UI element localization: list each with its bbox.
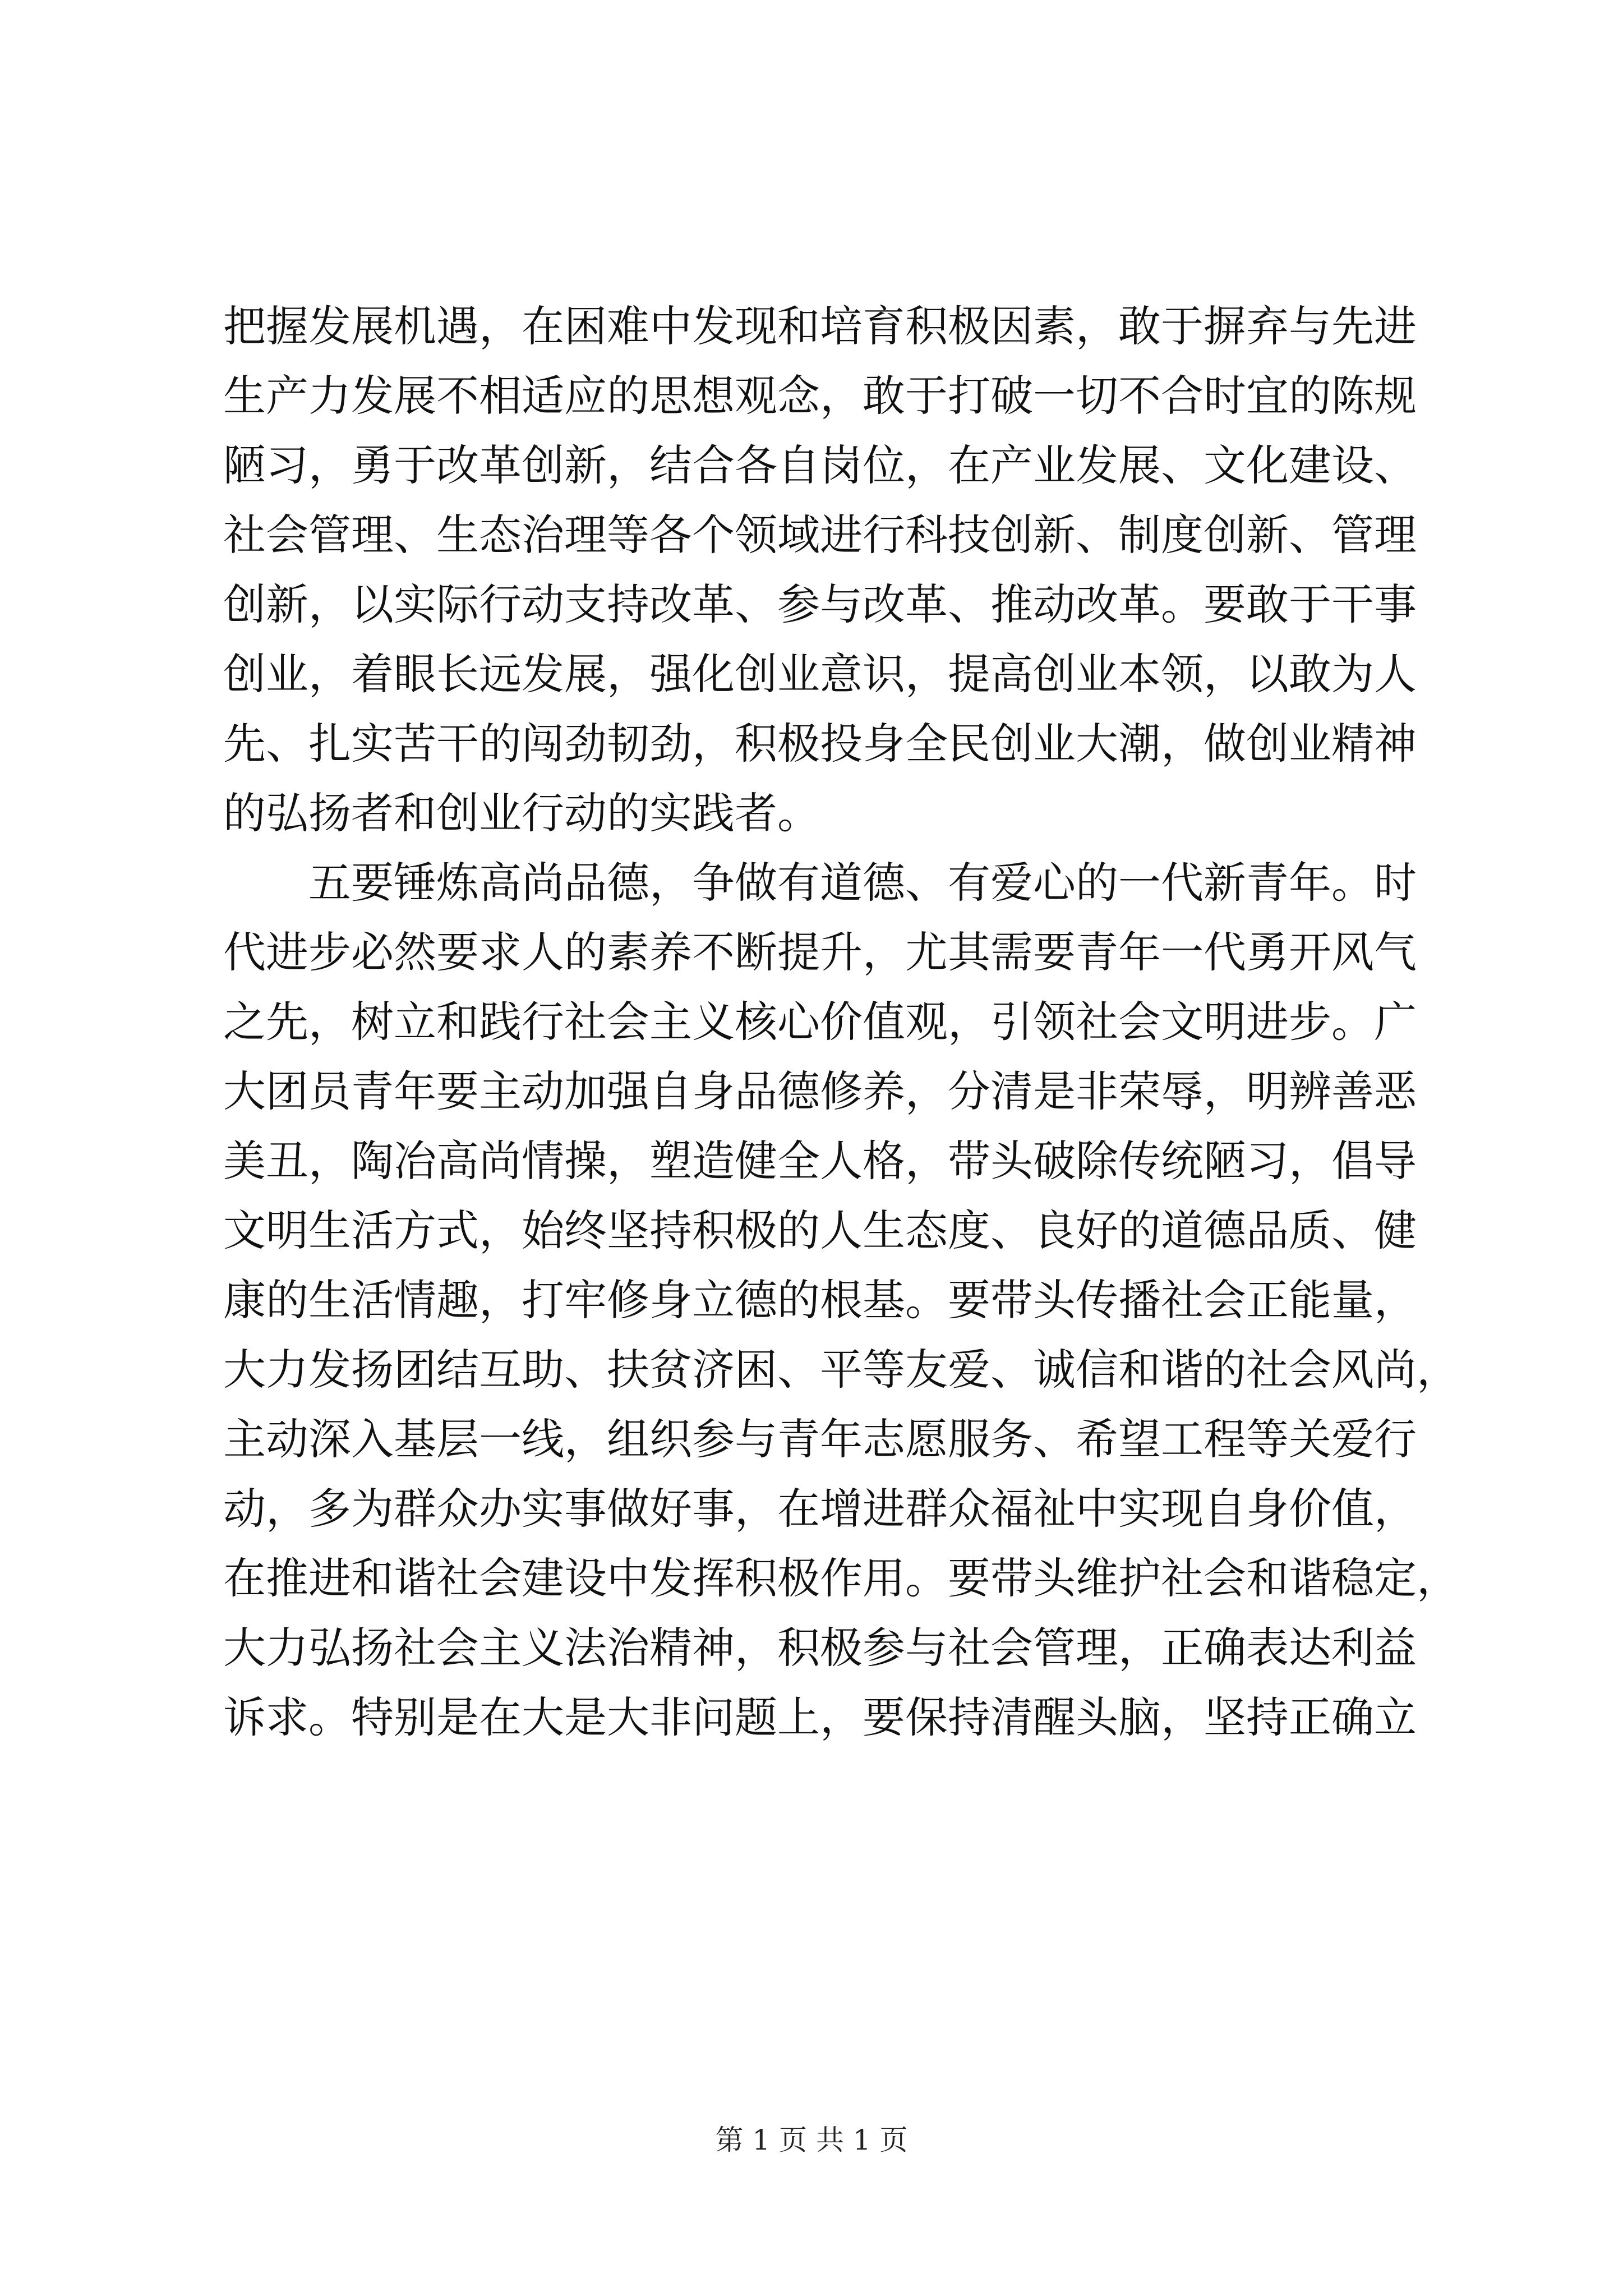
text-line-15: 康的生活情趣，打牢修身立德的根基。要带头传播社会正能量， [223, 1275, 1417, 1325]
text-line-21: 诉求。特别是在大是大非问题上，要保持清醒头脑，坚持正确立 [223, 1692, 1417, 1742]
text-line-6: 创业，着眼长远发展，强化创业意识，提高创业本领，以敢为人 [223, 649, 1417, 699]
text-line-7: 先、扎实苦干的闯劲韧劲，积极投身全民创业大潮，做创业精神 [223, 719, 1417, 769]
text-line-13: 美丑，陶冶高尚情操，塑造健全人格，带头破除传统陋习，倡导 [223, 1136, 1417, 1186]
text-line-19: 在推进和谐社会建设中发挥积极作用。要带头维护社会和谐稳定， [223, 1553, 1459, 1603]
document-body [223, 292, 1459, 1752]
text-line-14: 文明生活方式，始终坚持积极的人生态度、良好的道德品质、健 [223, 1205, 1417, 1255]
text-line-17: 主动深入基层一线，组织参与青年志愿服务、希望工程等关爱行 [223, 1414, 1417, 1464]
page-footer [0, 2120, 1623, 2160]
text-line-16: 大力发扬团结互助、扶贫济困、平等友爱、诚信和谐的社会风尚， [223, 1345, 1459, 1395]
text-line-2: 生产力发展不相适应的思想观念，敢于打破一切不合时宜的陈规 [223, 371, 1417, 421]
paragraph-start-line: 五要锤炼高尚品德，争做有道德、有爱心的一代新青年。时 [308, 858, 1417, 908]
text-line-3: 陋习，勇于改革创新，结合各自岗位，在产业发展、文化建设、 [223, 440, 1417, 490]
text-line-10: 代进步必然要求人的素养不断提升，尤其需要青年一代勇开风气 [223, 927, 1417, 977]
text-line-8: 的弘扬者和创业行动的实践者。 [223, 788, 820, 838]
text-line-1: 把握发展机遇，在困难中发现和培育积极因素，敢于摒弃与先进 [223, 301, 1417, 351]
text-line-12: 大团员青年要主动加强自身品德修养，分清是非荣辱，明辨善恶 [223, 1066, 1417, 1116]
text-line-11: 之先，树立和践行社会主义核心价值观，引领社会文明进步。广 [223, 997, 1417, 1047]
page-number-indicator: 第 1 页 共 1 页 [715, 2124, 908, 2156]
text-line-5: 创新，以实际行动支持改革、参与改革、推动改革。要敢于干事 [223, 579, 1417, 629]
text-line-4: 社会管理、生态治理等各个领域进行科技创新、制度创新、管理 [223, 510, 1417, 560]
text-line-18: 动，多为群众办实事做好事，在增进群众福祉中实现自身价值， [223, 1484, 1417, 1534]
text-line-20: 大力弘扬社会主义法治精神，积极参与社会管理，正确表达利益 [223, 1623, 1417, 1673]
